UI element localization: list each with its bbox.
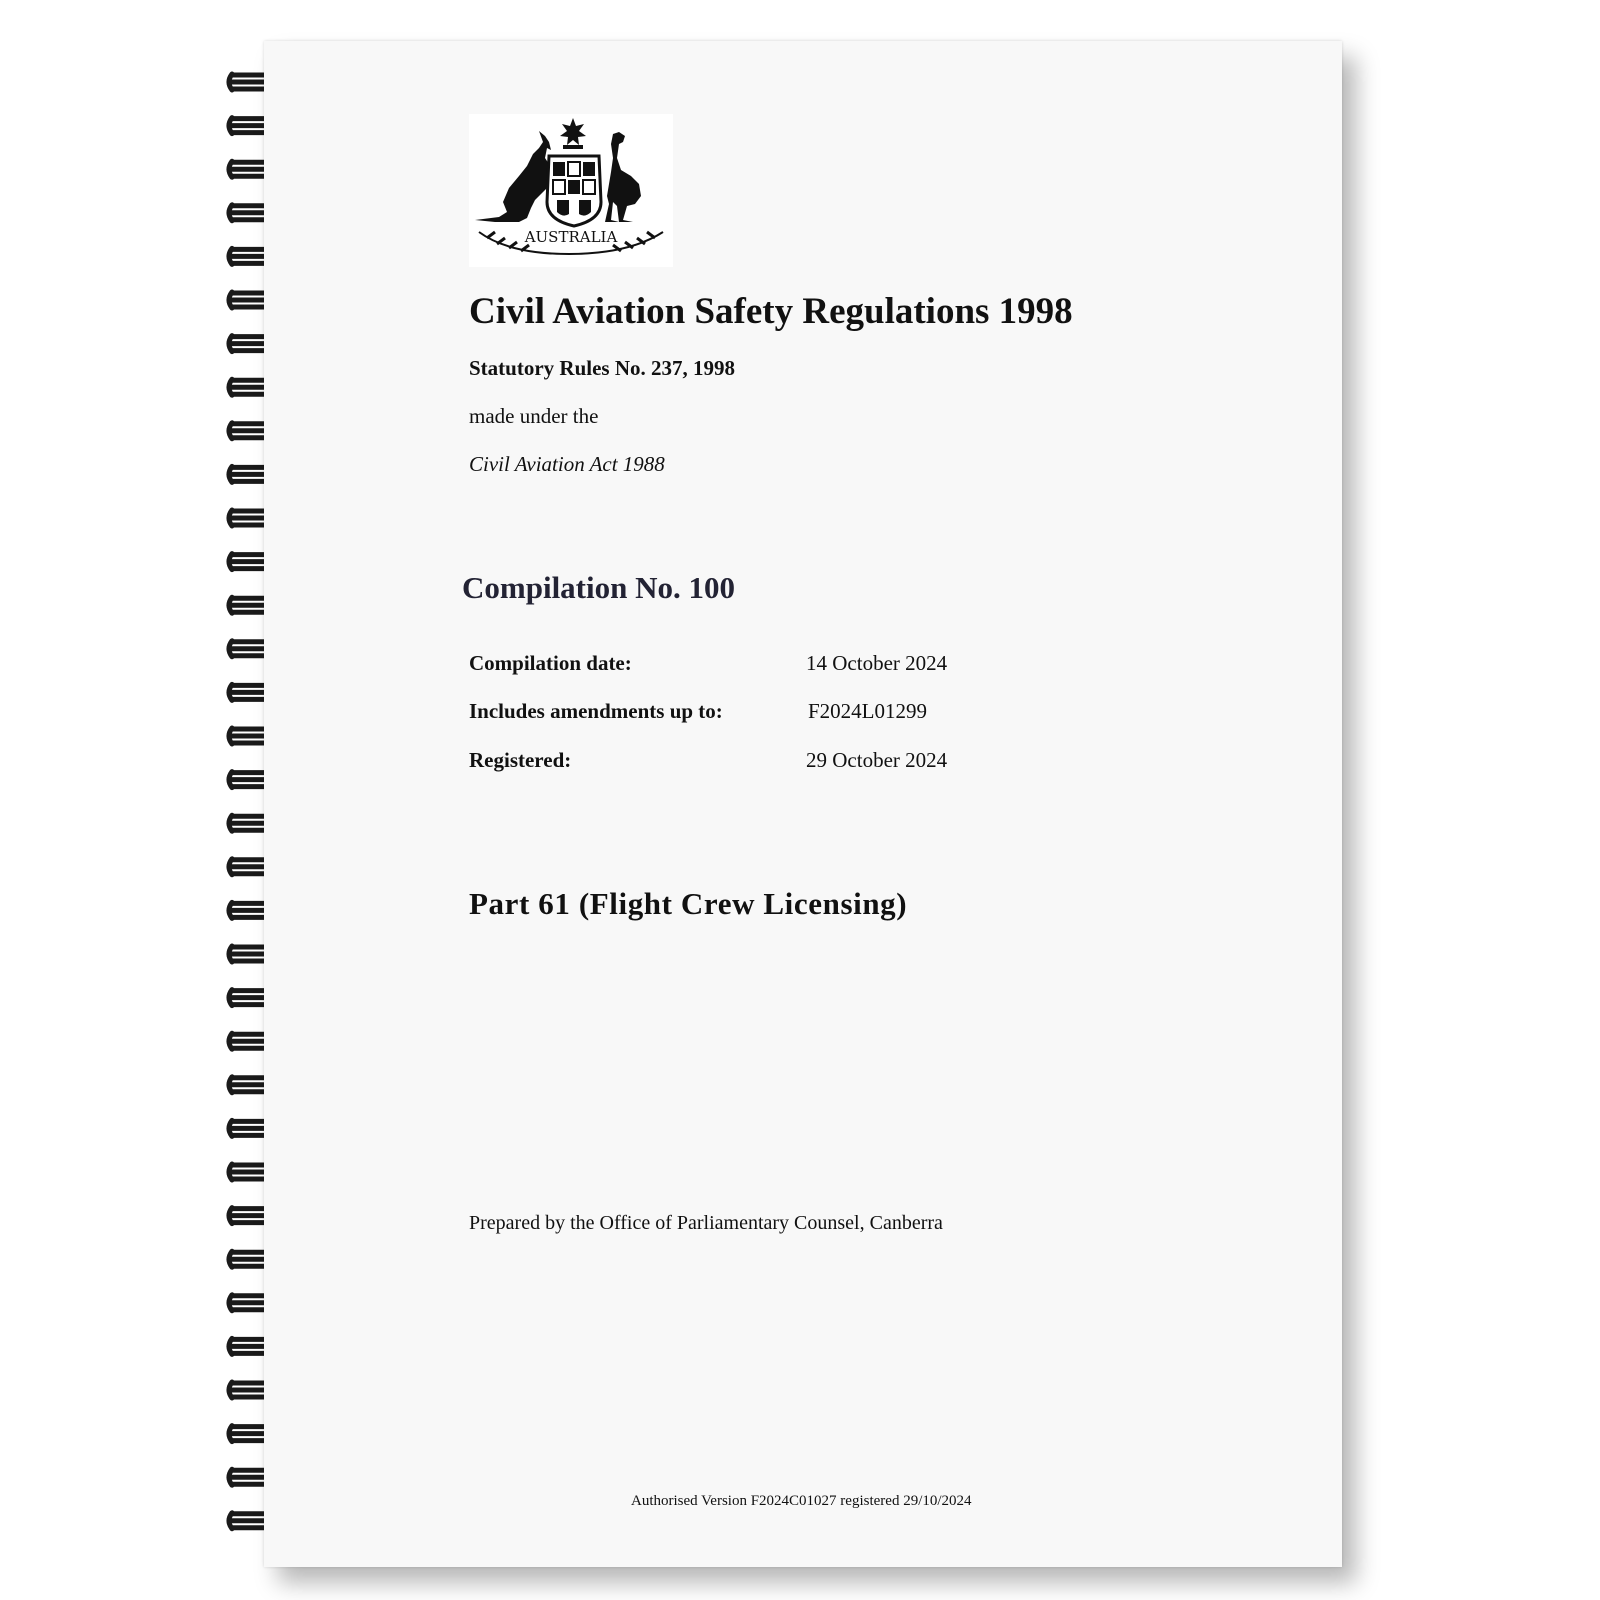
prepared-by-text: Prepared by the Office of Parliamentary Counsel, Canberra [469,1212,943,1234]
document-title: Civil Aviation Safety Regulations 1998 [469,291,1073,332]
registered-value: 29 October 2024 [806,748,948,772]
document-page [264,41,1342,1567]
crest-motto: AUSTRALIA [524,228,618,246]
enabling-act: Civil Aviation Act 1988 [469,452,665,476]
compilation-date-label: Compilation date: [469,651,632,675]
compilation-heading: Compilation No. 100 [462,570,735,605]
compilation-date-value: 14 October 2024 [806,651,948,675]
amendments-value: F2024L01299 [808,699,928,723]
statutory-rules-number: Statutory Rules No. 237, 1998 [469,356,735,380]
made-under-text: made under the [469,404,599,428]
authorised-version-footer: Authorised Version F2024C01027 registered 29/10/2024 [631,1493,972,1509]
registered-label: Registered: [469,748,572,772]
part-heading: Part 61 (Flight Crew Licensing) [469,886,908,921]
australian-coat-of-arms [469,114,673,267]
amendments-label: Includes amendments up to: [469,699,723,723]
